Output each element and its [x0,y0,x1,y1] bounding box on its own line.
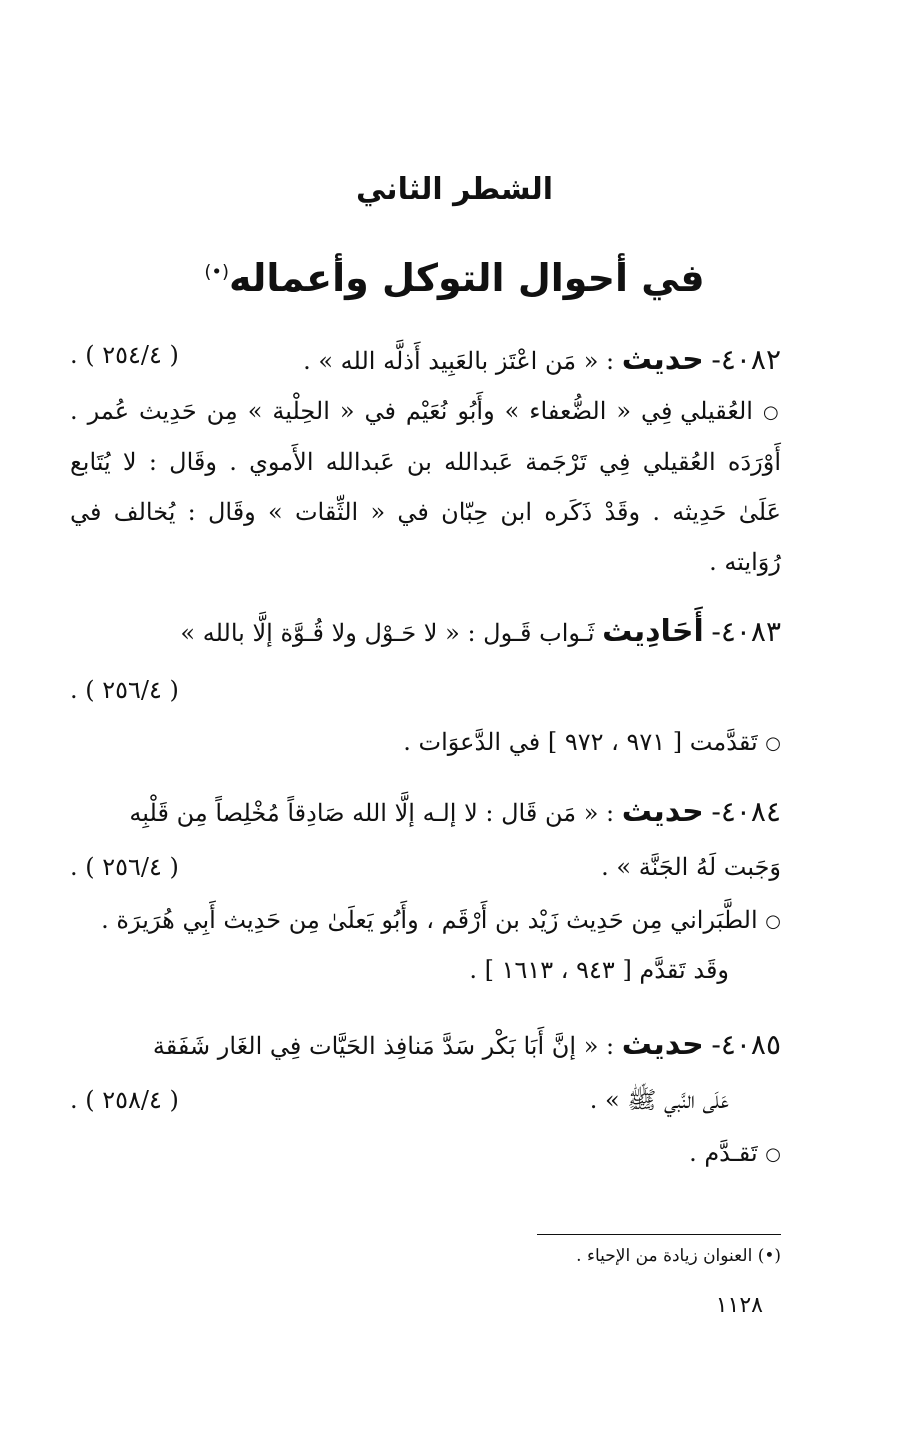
source-reference: ( ٢٥٦/٤ ) . [70,853,179,881]
footnote-divider [537,1234,781,1235]
commentary-text: الطَّبَراني مِن حَدِيث زَيْد بن أَرْقَم ، وأَبُو يَعلَىٰ مِن حَدِيث أَبِي هُرَيرَة . [101,906,758,934]
entry-4084-line-1 [70,852,781,883]
hadith-text: : « مَن قَال : لا إلـه إلَّا الله صَادِقاً مُخْلِصاً مِن قَلْبِه [129,799,615,827]
source-reference: ( ٢٥٨/٤ ) . [70,1086,179,1114]
entry-4084-line-2 [70,905,781,936]
hadith-text: : « مَن اعْتَز بالعَبِيد أَذلَّه الله » . [303,347,615,375]
entry-number: ٤٠٨٥- [711,1028,781,1061]
commentary-text: تَقدَّمت [ ٩٧١ ، ٩٧٢ ] في الدَّعوَات . [403,728,758,756]
entry-number: ٤٠٨٤- [711,795,781,828]
chapter-heading-text: في أحوال التوكل وأعماله [229,256,705,300]
commentary-text: تَقـدَّم . [689,1139,758,1167]
entry-4085-heading [70,1025,781,1064]
entry-4082-line-1 [70,396,781,427]
entry-4082-line-4: رُوَايته . [709,548,781,576]
bullet-icon: ○ [765,1143,781,1165]
entry-keyword: حديث [621,1027,704,1062]
entry-4082-heading [70,340,781,379]
entry-4082-line-2: أَوْرَدَه العُقيلي فِي تَرْجَمة عَبدالله بن عَبدالله الأَموي . وقَال : لا يُتَابع [70,448,781,476]
entry-number: ٤٠٨٣- [711,615,781,648]
entry-keyword: حديث [621,342,704,377]
hadith-text-cont: عَلَى النَّبي ﷺ » . [589,1086,729,1114]
entry-4084-heading [70,792,781,831]
hadith-text: ثَـواب قَـول : « لا حَـوْل ولا قُـوَّة إلَّا بالله » [180,619,595,647]
entry-4083-line-1 [70,727,781,758]
bullet-icon: ○ [765,732,781,754]
footnote: (•) العنوان زيادة من الإحياء . [576,1246,781,1266]
entry-4084-line-3: وقَد تَقدَّم [ ٩٤٣ ، ١٦١٣ ] . [469,956,729,984]
entry-4083-heading [70,612,781,651]
entry-keyword: أَحَادِيث [602,614,704,649]
entry-4082-line-3: عَلَىٰ حَدِيثه . وقَدْ ذَكَره ابن حِبّان في « الثِّقات » وقَال : يُخالف في [70,498,781,526]
page-number: ١١٢٨ [715,1293,763,1318]
hadith-text: : « إنَّ أَبَا بَكْر سَدَّ مَنافِذ الحَيَّات فِي الغَار شَفَقة [152,1032,615,1060]
entry-number: ٤٠٨٢- [711,343,781,376]
chapter-heading [0,256,909,300]
entry-keyword: حديث [621,794,704,829]
source-reference: ( ٢٥٤/٤ ) . [70,341,179,369]
hadith-text-cont: وَجَبت لَهُ الجَنَّة » . [601,853,781,881]
entry-4085-line-1 [70,1085,729,1116]
bullet-icon: ○ [762,401,781,423]
section-heading: الشطر الثاني [355,172,554,207]
commentary-text: العُقيلي فِي « الضُّعفاء » وأَبُو نُعَيْم في « الحِلْية » مِن حَدِيث عُمر . [70,397,753,425]
source-reference: ( ٢٥٦/٤ ) . [70,676,179,704]
bullet-icon: ○ [765,910,781,932]
entry-4085-line-2 [70,1138,781,1169]
chapter-footnote-mark: (•) [204,261,230,283]
